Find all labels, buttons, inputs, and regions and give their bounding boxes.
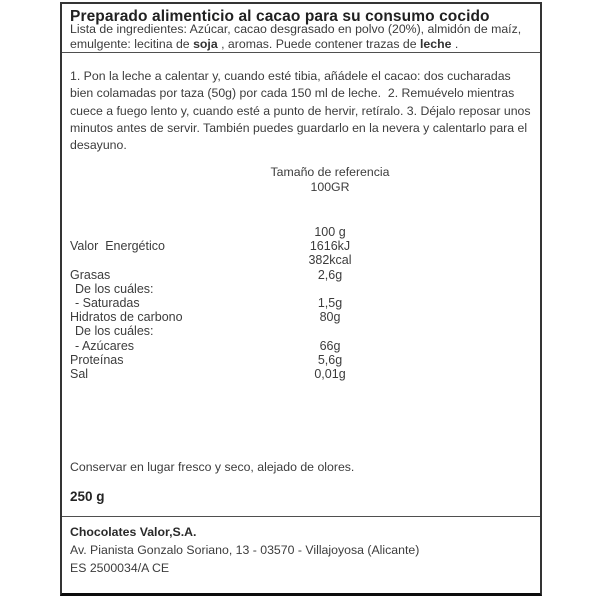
nutrient-label: - Azúcares bbox=[75, 338, 135, 353]
nutrition-row-energy bbox=[70, 239, 532, 253]
nutrition-row-energy-kcal bbox=[70, 253, 532, 267]
ingredients-text-start: Lista de ingredientes: Azúcar, cacao desgrasado en polvo (20%), almidón de maíz, emulgente: lecitina de bbox=[70, 22, 522, 51]
ingredients-divider bbox=[62, 52, 540, 53]
ingredients-text-end: . bbox=[451, 37, 459, 51]
column-header-100g: 100 g bbox=[314, 225, 346, 239]
nutrition-row-salt bbox=[70, 367, 532, 381]
nutrient-value: 5,6g bbox=[317, 352, 343, 367]
nutrition-row-saturates bbox=[70, 296, 532, 310]
nutrient-label: Sal bbox=[70, 366, 89, 381]
nutrient-value: 0,01g bbox=[314, 366, 346, 381]
nutrient-value: 2,6g bbox=[317, 267, 343, 282]
nutrient-value: 382kcal bbox=[308, 253, 352, 268]
nutrition-table bbox=[70, 225, 532, 381]
nutrient-value: 66g bbox=[319, 338, 341, 353]
nutrition-row-fat bbox=[70, 268, 532, 282]
allergen-soja: soja bbox=[193, 37, 218, 51]
nutrition-row-carbohydrate bbox=[70, 310, 532, 324]
nutrient-label: Hidratos de carbono bbox=[70, 310, 183, 325]
nutrition-row-of-which-fat bbox=[70, 282, 532, 296]
nutrient-label: De los cuáles: bbox=[75, 324, 154, 339]
allergen-leche: leche bbox=[420, 37, 452, 51]
reference-size-label: Tamaño de referencia bbox=[270, 165, 390, 179]
nutrient-label: De los cuáles: bbox=[75, 281, 154, 296]
manufacturer-block bbox=[70, 523, 536, 577]
manufacturer-name: Chocolates Valor,S.A. bbox=[70, 525, 197, 539]
manufacturer-divider bbox=[62, 516, 540, 517]
nutrient-label: Proteínas bbox=[70, 352, 124, 367]
nutrient-value: 1616kJ bbox=[309, 239, 351, 254]
manufacturer-registration: ES 2500034/A CE bbox=[70, 561, 170, 575]
nutrient-value: 1,5g bbox=[317, 295, 343, 310]
ingredients-text-middle: , aromas. Puede contener trazas de bbox=[217, 37, 421, 51]
nutrient-value: 80g bbox=[319, 310, 341, 325]
nutrition-row-of-which-carbs bbox=[70, 324, 532, 338]
preparation-instructions: 1. Pon la leche a calentar y, cuando esté tibia, añádele el cacao: dos cucharadas bien colamadas por taza (50g) por cada 150 ml de leche. 2. Remuévelo mientras cuece a fuego lento y, cuando esté a punto de hervir, retíralo. 3. Déjalo reposar unos minutos antes de servir. También puedes guardarlo en la nevera y calentarlo para el desayuno. bbox=[70, 69, 534, 153]
product-title: Preparado alimenticio al cacao para su consumo cocido bbox=[70, 8, 490, 25]
nutrition-reference-header bbox=[170, 165, 490, 195]
manufacturer-address: Av. Pianista Gonzalo Soriano, 13 - 03570 - Villajoyosa (Alicante) bbox=[70, 543, 420, 557]
net-weight: 250 g bbox=[70, 489, 105, 504]
storage-note: Conservar en lugar fresco y seco, alejado de olores. bbox=[70, 460, 355, 474]
nutrition-row-sugars bbox=[70, 339, 532, 353]
product-label-card bbox=[60, 2, 542, 596]
nutrition-column-header-row bbox=[70, 225, 532, 239]
nutrition-row-protein bbox=[70, 353, 532, 367]
nutrient-label: - Saturadas bbox=[75, 295, 140, 310]
ingredients-list bbox=[70, 22, 525, 52]
nutrient-label: Grasas bbox=[70, 267, 111, 282]
nutrient-label: Valor Energético bbox=[70, 239, 165, 254]
reference-size-value: 100GR bbox=[310, 180, 350, 194]
